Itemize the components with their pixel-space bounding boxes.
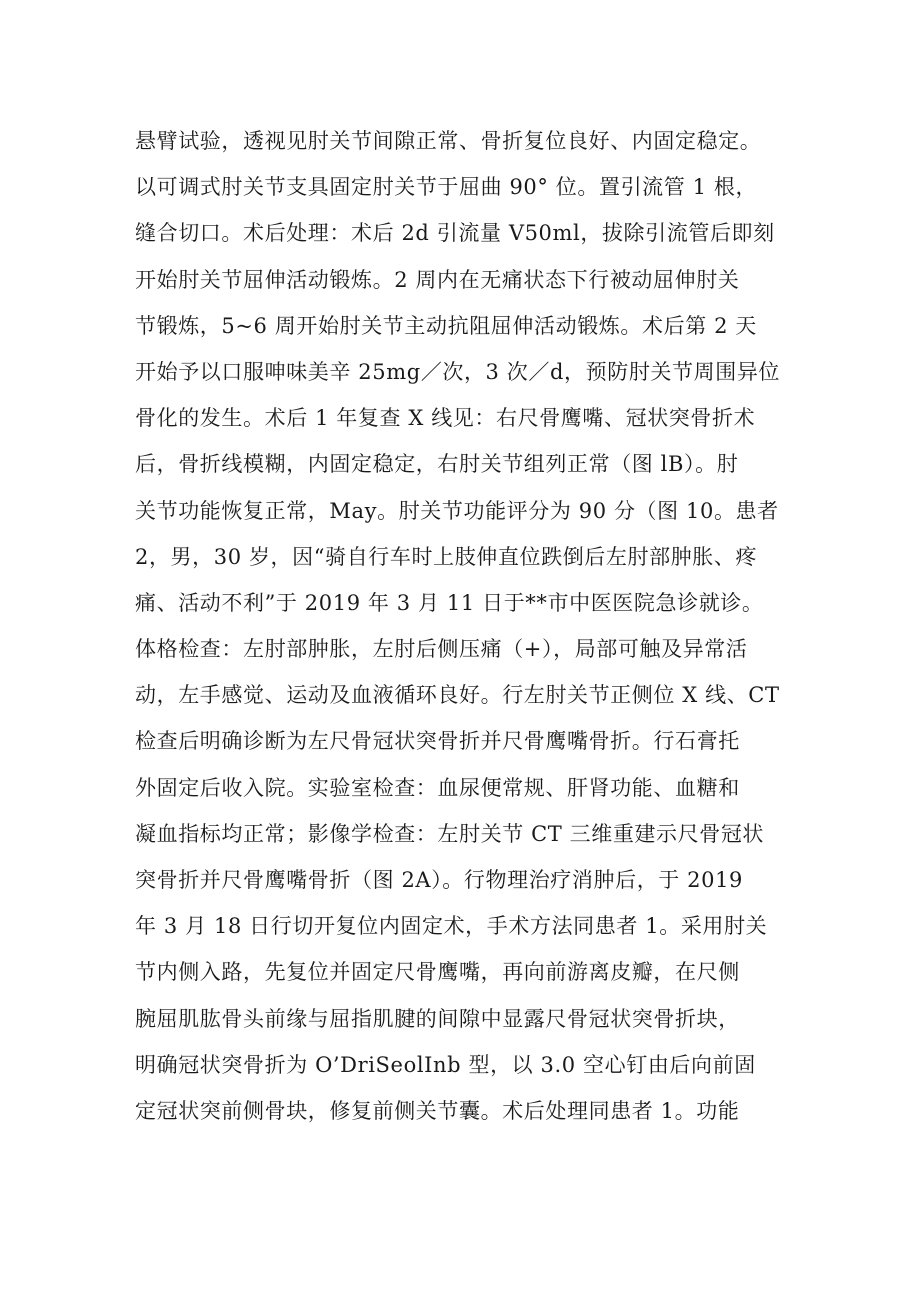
text-line-1: 悬臂试验，透视见肘关节间隙正常、骨折复位良好、内固定稳定。 bbox=[135, 129, 762, 153]
text-line-11: 痛、活动不利”于 2019 年 3 月 11 日于**市中医医院急诊就诊。 bbox=[135, 590, 764, 615]
text-line-15: 外固定后收入院。实验室检查：血尿便常规、肝肾功能、血糖和 bbox=[135, 775, 740, 800]
text-line-13: 动，左手感觉、运动及血液循环良好。行左肘关节正侧位 X 线、CT bbox=[135, 683, 780, 708]
text-line-9: 关节功能恢复正常，May。肘关节功能评分为 90 分（图 10。患者 bbox=[135, 498, 779, 523]
text-line-14: 检查后明确诊断为左尺骨冠状突骨折并尺骨鹰嘴骨折。行石膏托 bbox=[135, 729, 740, 754]
text-line-22: 定冠状突前侧骨块，修复前侧关节囊。术后处理同患者 1。功能 bbox=[135, 1098, 740, 1123]
text-line-16: 凝血指标均正常；影像学检查：左肘关节 CT 三维重建示尺骨冠状 bbox=[135, 821, 765, 846]
text-line-3: 缝合切口。术后处理：术后 2d 引流量 V50ml，拔除引流管后即刻 bbox=[135, 221, 775, 246]
text-line-6: 开始予以口服呻味美辛 25mg／次，3 次／d，预防肘关节周围异位 bbox=[135, 359, 781, 384]
text-line-20: 腕屈肌肱骨头前缘与屈指肌腱的间隙中显露尺骨冠状突骨折块， bbox=[135, 1006, 740, 1031]
text-line-4: 开始肘关节屈伸活动锻炼。2 周内在无痛状态下行被动屈伸肘关 bbox=[135, 267, 740, 292]
text-line-21: 明确冠状突骨折为 O’DriSeolInb 型，以 3.0 空心钉由后向前固 bbox=[135, 1052, 756, 1077]
text-line-17: 突骨折并尺骨鹰嘴骨折（图 2A）。行物理治疗消肿后，于 2019 bbox=[135, 868, 744, 892]
text-line-19: 节内侧入路，先复位并固定尺骨鹰嘴，再向前游离皮瓣，在尺侧 bbox=[135, 960, 740, 985]
text-line-18: 年 3 月 18 日行切开复位内固定术，手术方法同患者 1。采用肘关 bbox=[135, 914, 768, 939]
body-paragraph bbox=[135, 118, 805, 1134]
text-line-2: 以可调式肘关节支具固定肘关节于屈曲 90° 位。置引流管 1 根， bbox=[135, 175, 758, 200]
text-line-7: 骨化的发生。术后 1 年复查 X 线见：右尺骨鹰嘴、冠状突骨折术 bbox=[135, 406, 756, 431]
text-line-12: 体格检查：左肘部肿胀，左肘后侧压痛（+），局部可触及异常活 bbox=[135, 637, 748, 662]
text-line-8: 后，骨折线模糊，内固定稳定，右肘关节组列正常（图 lB）。肘 bbox=[135, 452, 739, 477]
text-line-10: 2，男，30 岁，因“骑自行车时上肢伸直位跌倒后左肘部肿胀、疼 bbox=[135, 544, 758, 569]
text-line-5: 节锻炼，5~6 周开始肘关节主动抗阻屈伸活动锻炼。术后第 2 天 bbox=[135, 313, 757, 338]
